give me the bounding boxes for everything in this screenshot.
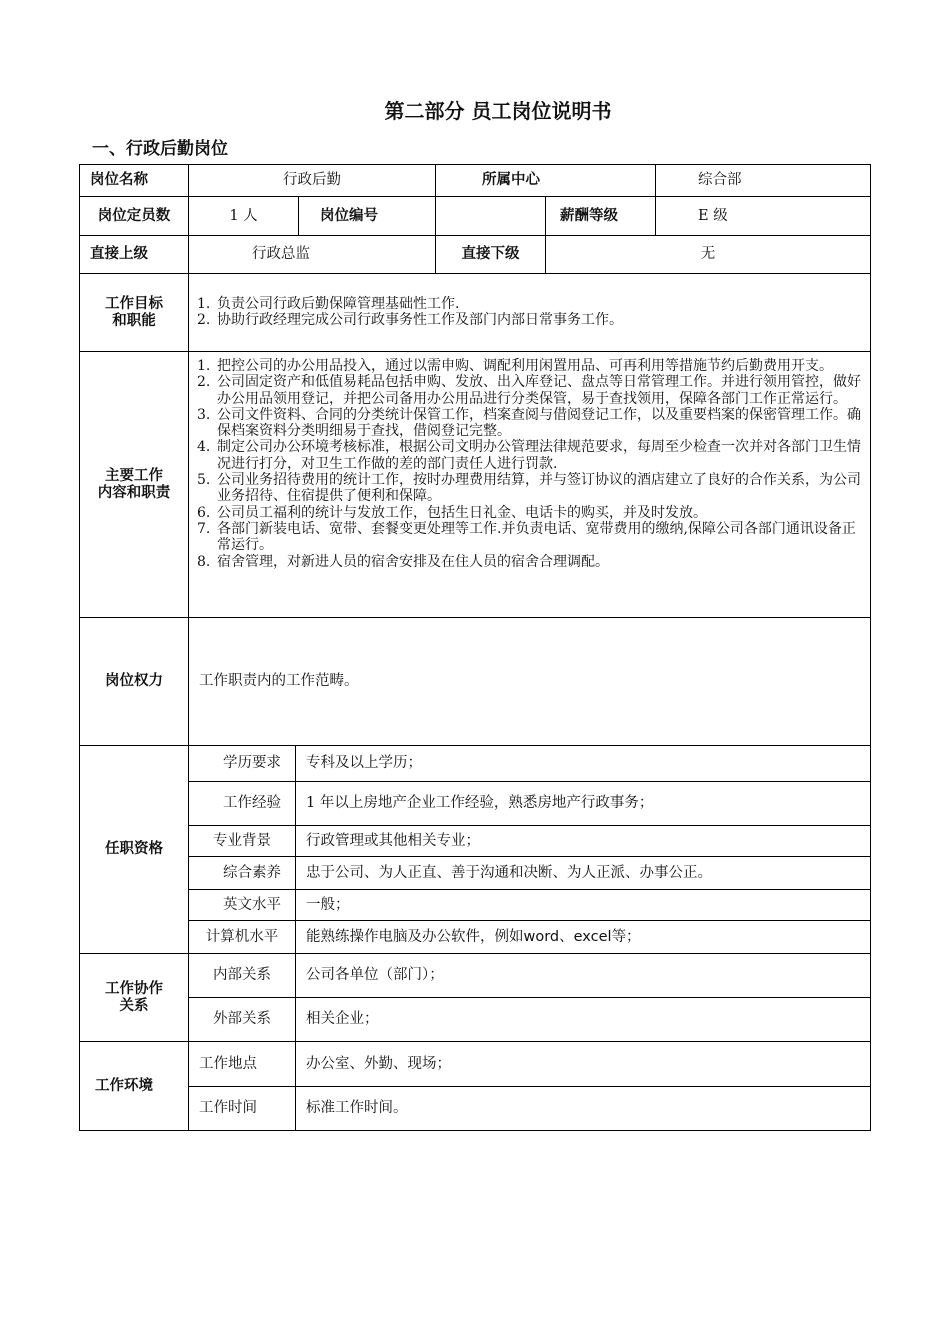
goals-label-line2: 和职能 [112,312,156,329]
list-item: 8. 宿舍管理，对新进人员的宿舍安排及在住人员的宿舍合理调配。 [197,553,609,570]
english-label: 英文水平 [223,896,281,913]
competency-label: 综合素养 [223,864,281,881]
authority-value: 工作职责内的工作范畴。 [199,673,359,689]
list-item: 2. 协助行政经理完成公司行政事务性工作及部门内部日常事务工作。 [197,312,623,329]
center-label: 所属中心 [482,172,540,188]
qualification-label: 任职资格 [105,841,163,857]
headcount-value: 1 人 [229,207,258,224]
position-name-label: 岗位名称 [90,172,148,188]
goals-label-line1: 工作目标 [105,295,163,312]
external-relation-value: 相关企业； [306,1011,379,1027]
external-relation-label: 外部关系 [213,1011,271,1027]
experience-label: 工作经验 [223,795,281,811]
list-item: 3. 公司文件资料、合同的分类统计保管工作，档案查阅与借阅登记工作，以及重要档案的保密管理工作。确保档案资料分类明细易于查找，借阅登记完整。 [197,406,861,440]
list-item: 6. 公司员工福利的统计与发放工作，包括生日礼金、电话卡的购买，并及时发放。 [197,504,707,521]
internal-relation-value: 公司各单位（部门）； [306,967,444,983]
work-time-value: 标准工作时间。 [306,1100,408,1116]
relations-label [80,954,188,1041]
computer-label: 计算机水平 [205,928,279,945]
list-item: 5. 公司业务招待费用的统计工作，按时办理费用结算，并与签订协议的酒店建立了良好的合作关系，为公司业务招待、住宿提供了便利和保障。 [197,472,861,505]
subordinate-label: 直接下级 [461,246,520,262]
section-heading: 一、行政后勤岗位 [92,139,228,159]
center-value: 综合部 [698,172,742,188]
headcount-label: 岗位定员数 [97,207,171,224]
education-label: 学历要求 [223,755,281,771]
education-value: 专科及以上学历； [306,755,422,771]
duties-label-line2: 内容和职责 [97,484,171,501]
table-border-bottom [79,1130,871,1131]
salary-grade-value: E 级 [698,207,728,224]
page-title: 第二部分 员工岗位说明书 [384,99,612,123]
superior-value: 行政总监 [252,246,310,262]
environment-label: 工作环境 [95,1077,153,1094]
position-code-label: 岗位编号 [320,207,378,224]
work-time-label: 工作时间 [199,1100,257,1116]
position-code-value [436,197,545,235]
internal-relation-label: 内部关系 [213,967,271,983]
goals-list [189,296,869,329]
list-item: 7. 各部门新装电话、宽带、套餐变更处理等工作.并负责电话、宽带费用的缴纳,保障公司各部门通讯设备正常运行。 [197,520,856,554]
superior-label: 直接上级 [90,246,148,262]
salary-grade-label: 薪酬等级 [560,207,618,224]
row-divider [79,351,871,352]
list-item: 2. 公司固定资产和低值易耗品包括申购、发放、出入库登记、盘点等日常管理工作。并进行领用管控，做好办公用品领用登记，并把公司备用办公用品进行分类保管，易于查找领用，保障各部门工作正常运行。 [197,374,861,407]
work-location-label: 工作地点 [199,1055,257,1072]
relations-label-line1: 工作协作 [105,980,163,997]
list-item: 4. 制定公司办公环境考核标准，根据公司文明办公管理法律规范要求，每周至少检查一次并对各部门卫生情况进行打分，对卫生工作做的差的部门责任人进行罚款. [197,439,861,472]
major-label: 专业背景 [213,832,271,849]
list-item: 1. 把控公司的办公用品投入，通过以需申购、调配利用闲置用品、可再利用等措施节约后勤费用开支。 [197,358,833,374]
major-value: 行政管理或其他相关专业； [306,832,480,849]
duties-label-line1: 主要工作 [105,467,163,484]
duties-list [189,358,864,570]
english-value: 一般； [306,896,350,913]
list-item: 1. 负责公司行政后勤保障管理基础性工作. [197,296,460,312]
goals-label [80,274,188,351]
relations-label-line2: 关系 [119,997,149,1014]
subordinate-value: 无 [700,246,716,262]
duties-label [80,352,188,617]
position-name-value: 行政后勤 [283,172,341,188]
table-border-right [870,164,871,1131]
row-divider [79,273,871,274]
computer-value: 能熟练操作电脑及办公软件，例如 word、excel 等； [306,928,641,945]
work-location-value: 办公室、外勤、现场； [306,1055,451,1072]
authority-label: 岗位权力 [105,673,163,689]
competency-value: 忠于公司、为人正直、善于沟通和决断、为人正派、办事公正。 [306,864,712,881]
experience-value: 1 年以上房地产企业工作经验，熟悉房地产行政事务； [306,795,654,811]
